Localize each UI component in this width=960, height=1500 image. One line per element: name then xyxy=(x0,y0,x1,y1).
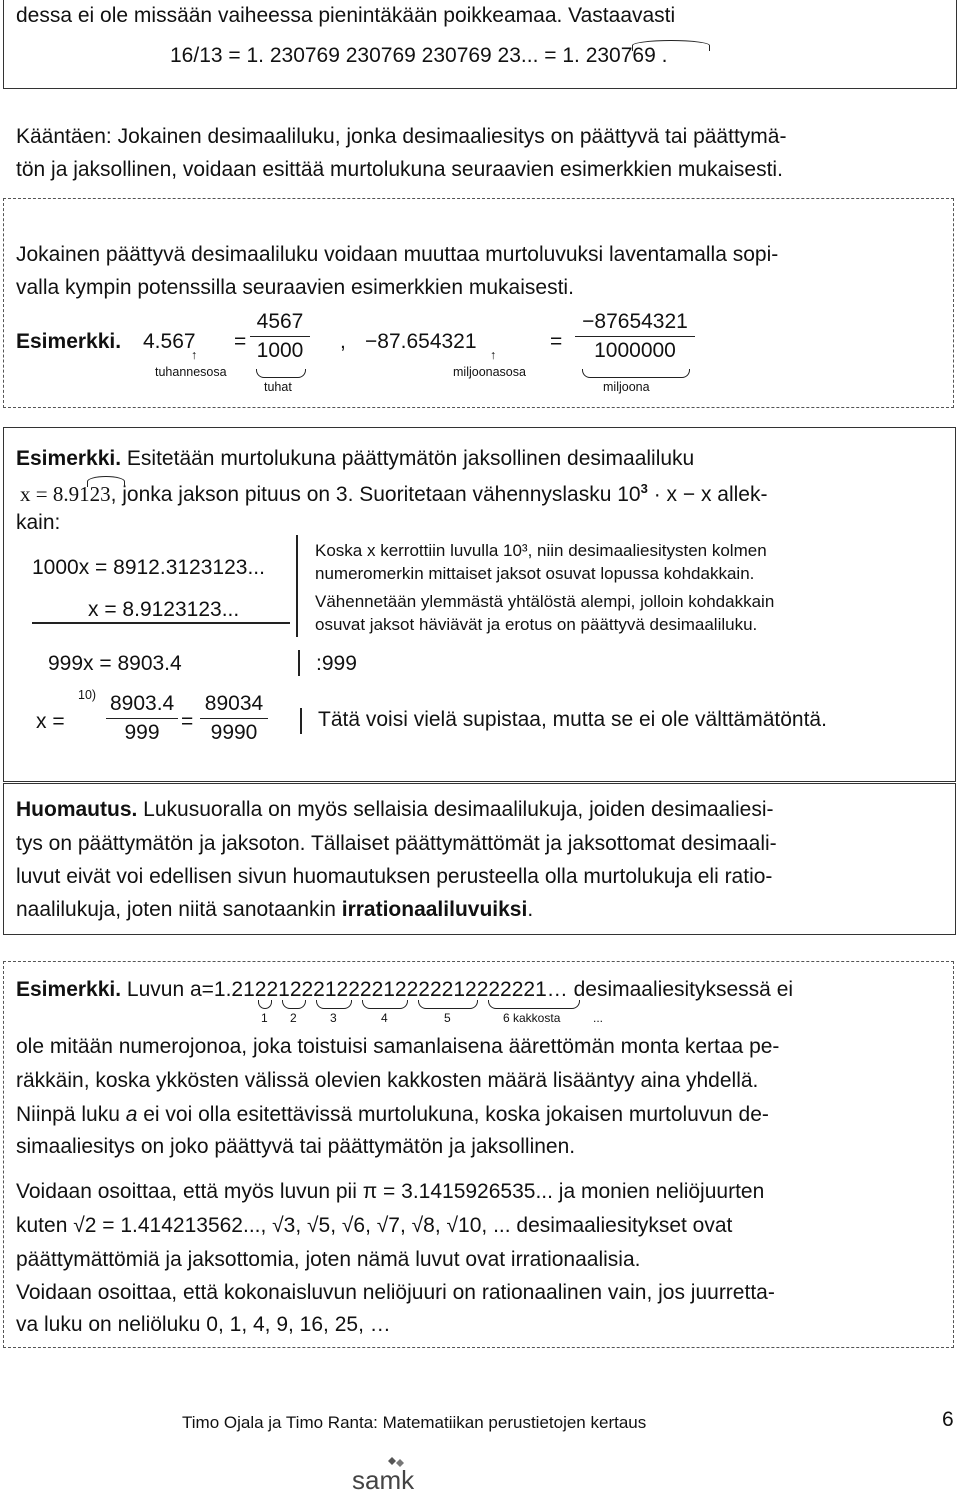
brace-label: ... xyxy=(593,1011,604,1025)
result-fraction-2 xyxy=(200,692,268,745)
note-line-3: Vähennetään ylemmästä yhtälöstä alempi, jolloin kohdakkain xyxy=(315,592,775,611)
final-note: Tätä voisi vielä supistaa, mutta se ei ole välttämätöntä. xyxy=(318,708,827,731)
equation-1: 1000x = 8912.3123123... xyxy=(32,556,265,579)
result-fraction-1 xyxy=(106,692,178,745)
page-number: 6 xyxy=(942,1408,954,1431)
remark-line-3: luvut eivät voi edellisen sivun huomautuksen perusteella olla murtolukuja eli ratio- xyxy=(16,865,773,888)
square-root-line-1: Voidaan osoittaa, että kokonaisluvun neliöjuuri on rationaalinen vain, jos juurretta- xyxy=(16,1281,775,1304)
fraction-numerator: 89034 xyxy=(200,692,268,719)
fraction-denominator: 9990 xyxy=(210,721,258,744)
irrational-line-2: ole mitään numerojonoa, joka toistuisi samanlaisena äärettömän monta kertaa pe- xyxy=(16,1035,780,1058)
repeating-x-equation: x = 8.9123 xyxy=(20,482,111,506)
note-line-2: numeromerkin mittaiset jaksot osuvat lopussa kohdakkain. xyxy=(315,564,755,583)
remark-line-1: Huomautus. Lukusuoralla on myös sellaisia desimaalilukuja, joiden desimaaliesi- xyxy=(16,798,774,821)
example1-arrow-label: tuhannesosa xyxy=(155,365,227,379)
samk-logo-text: samk xyxy=(352,1465,415,1495)
converse-line-1: Kääntäen: Jokainen desimaaliluku, jonka desimaaliesitys on päättyvä tai päättymä- xyxy=(16,125,787,148)
example1-fraction xyxy=(250,310,310,363)
irrational-line-3: räkkäin, koska ykkösten välissä olevien kakkosten määrä lisääntyy aina yhdellä. xyxy=(16,1069,759,1092)
example2-fraction xyxy=(575,310,695,363)
intro-line: dessa ei ole missään vaiheessa pienintäkään poikkeamaa. Vastaavasti xyxy=(16,4,676,27)
irrational-line-4: Niinpä luku a ei voi olla esitettävissä murtolukuna, koska jokaisen murtoluvun de- xyxy=(16,1103,769,1126)
brace-label: 6 kakkosta xyxy=(503,1011,561,1025)
example1-underbrace xyxy=(256,369,306,378)
subtraction-rule xyxy=(32,622,290,624)
equation-2: x = 8.9123123... xyxy=(88,598,240,621)
example2-decimal: −87.654321 xyxy=(365,330,477,353)
final-note-bar xyxy=(300,708,302,734)
example2-underbrace-label: miljoona xyxy=(603,380,650,394)
repeating-line-1: Esimerkki. Esitetään murtolukuna päättymätön jaksollinen desimaaliluku xyxy=(16,447,695,470)
repeating-line-3: kain: xyxy=(16,511,61,534)
brace-label: 5 xyxy=(444,1011,451,1025)
equals-sign: = xyxy=(181,710,194,733)
fraction-numerator: −87654321 xyxy=(575,310,695,337)
fraction-numerator: 4567 xyxy=(250,310,310,337)
brace-label: 1 xyxy=(261,1011,268,1025)
brace-label: 4 xyxy=(381,1011,388,1025)
divide-bar xyxy=(298,650,300,676)
equation-3: 999x = 8903.4 xyxy=(48,652,182,675)
roots-line: kuten √2 = 1.414213562..., √3, √5, √6, √7, √8, √10, ... desimaaliesitykset ovat xyxy=(16,1214,733,1237)
irrational-line-1: Esimerkki. Luvun a=1.212212221222212222212222221… desimaaliesityksessä ei xyxy=(16,978,794,1001)
brace-6 xyxy=(488,1000,580,1009)
equals-sign: = xyxy=(550,330,563,353)
brace-label: 3 xyxy=(330,1011,337,1025)
fraction-denominator: 1000000 xyxy=(594,339,676,362)
example1-arrow-up-icon: ↑ xyxy=(191,348,198,362)
example1-underbrace-label: tuhat xyxy=(264,380,292,394)
irrational-conclusion: päättymättömiä ja jaksottomia, joten nämä luvut ovat irrationaalisia. xyxy=(16,1248,641,1271)
divide-op: :999 xyxy=(316,652,357,675)
fraction-numerator: 8903.4 xyxy=(106,692,178,719)
remark-line-4: naalilukuja, joten niitä sanotaankin irrationaaliluvuiksi. xyxy=(16,898,534,921)
brace-5 xyxy=(418,1000,478,1009)
brace-4 xyxy=(362,1000,408,1009)
footnote-mark: 10) xyxy=(78,688,97,702)
note-line-4: osuvat jaksot häviävät ja erotus on päättyvä desimaaliluku. xyxy=(315,615,758,634)
x-equals: x = xyxy=(36,710,65,733)
example2-arrow-label: miljoonasosa xyxy=(453,365,526,379)
pi-line: Voidaan osoittaa, että myös luvun pii π = 3.1415926535... ja monien neliöjuurten xyxy=(16,1180,765,1203)
irrational-line-5: simaaliesitys on joko päättyvä tai päättymätön ja jaksollinen. xyxy=(16,1135,576,1158)
period-arc xyxy=(632,40,710,51)
equals-sign: = xyxy=(234,330,247,353)
comma: , xyxy=(340,330,346,353)
brace-3 xyxy=(316,1000,352,1009)
note-line-1: Koska x kerrottiin luvulla 10³, niin desimaaliesitysten kolmen xyxy=(315,541,767,560)
remark-line-2: tys on päättymätön ja jaksoton. Tällaiset päättymättömät ja jaksottomat desimaali- xyxy=(16,832,777,855)
repeat-arc xyxy=(87,476,125,487)
brace-label: 2 xyxy=(290,1011,297,1025)
roots-list: √2 = 1.414213562..., √3, √5, √6, √7, √8, √10, ... xyxy=(73,1214,511,1237)
repeating-line-2: x = 8.9123, jonka jakson pituus on 3. Suoritetaan vähennyslasku $10^3 \cdot x - x$ allek- xyxy=(20,481,768,506)
note-bar xyxy=(296,535,298,637)
pi-value: π = 3.1415926535... xyxy=(362,1180,553,1203)
samk-logo xyxy=(352,1455,424,1500)
footer-text: Timo Ojala ja Timo Ranta: Matematiikan perustietojen kertaus xyxy=(182,1413,647,1432)
fraction-denominator: 999 xyxy=(124,721,160,744)
terminating-line-1: Jokainen päättyvä desimaaliluku voidaan muuttaa murtoluvuksi laventamalla sopi- xyxy=(16,243,779,266)
fraction-denominator: 1000 xyxy=(256,339,304,362)
example2-arrow-up-icon: ↑ xyxy=(490,348,497,362)
example-label: Esimerkki. xyxy=(16,330,122,353)
terminating-line-2: valla kympin potenssilla seuraavien esimerkkien mukaisesti. xyxy=(16,276,574,299)
brace-2 xyxy=(282,1000,306,1009)
converse-line-2: tön ja jaksollinen, voidaan esittää murtolukuna seuraavien esimerkkien mukaisesti. xyxy=(16,158,783,181)
example1-decimal: 4.567 xyxy=(143,330,196,353)
square-root-line-2: va luku on neliöluku 0, 1, 4, 9, 16, 25, … xyxy=(16,1313,391,1336)
number-a: a=1.21221222122221222221222222 xyxy=(189,978,536,1001)
example2-underbrace xyxy=(582,369,690,378)
period-equation: 16/13 = 1. 230769 230769 230769 23... = 1. 230769 . xyxy=(170,44,668,67)
